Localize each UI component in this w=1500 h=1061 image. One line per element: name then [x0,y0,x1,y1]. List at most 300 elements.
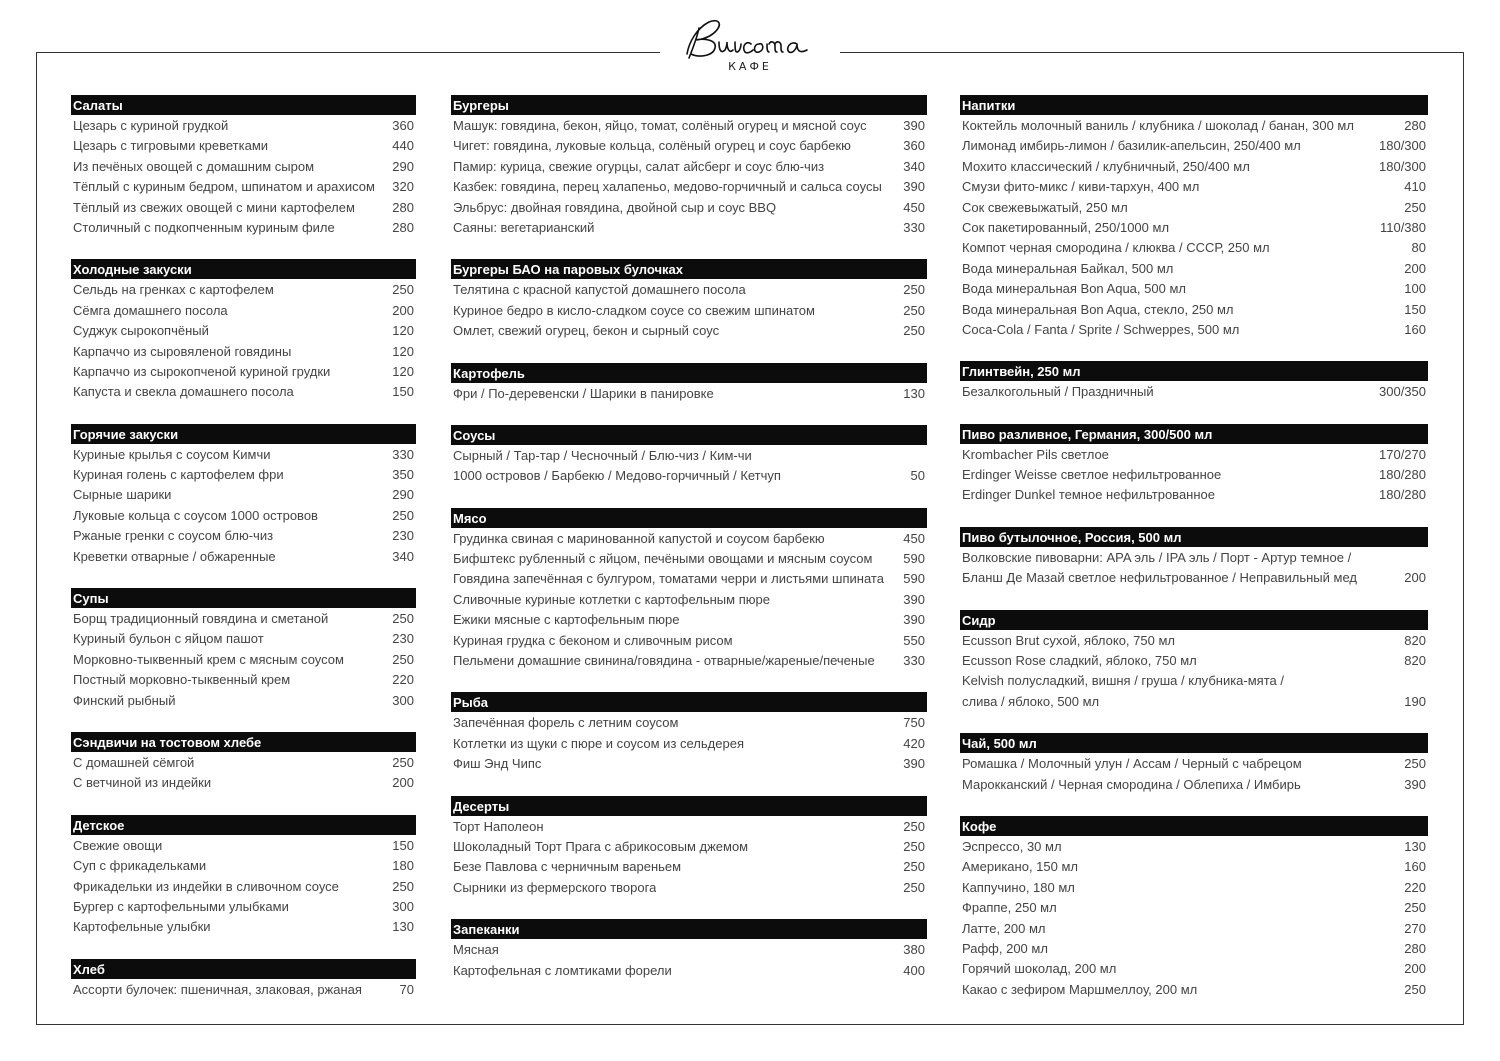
menu-item [71,917,416,937]
menu-item [71,321,416,341]
menu-item-name: Ежики мясные с картофельным пюре [453,612,680,628]
menu-item-name: Котлетки из щуки с пюре и соусом из сельдерея [453,735,744,751]
menu-item-price: 250 [392,282,414,298]
menu-item-name: Памир: курица, свежие огурцы, салат айсберг и соус блю-чиз [453,158,825,174]
menu-item [960,300,1428,320]
menu-item-name: С ветчиной из индейки [73,775,212,791]
menu-item-name: Эльбрус: двойная говядина, двойной сыр и соус BBQ [453,199,777,215]
section-title: Детское [71,815,416,835]
menu-section [960,816,1428,1000]
menu-item-price: 130 [392,919,414,935]
menu-item-price: 120 [392,363,414,379]
menu-item-price: 330 [392,446,414,462]
menu-item-price: 250 [392,611,414,627]
menu-item [451,116,927,136]
menu-item [960,320,1428,340]
menu-item-name: Финский рыбный [73,692,176,708]
menu-item-price: 70 [399,981,414,997]
menu-item-name: Вода минеральная Bon Aqua, стекло, 250 мл [962,301,1234,317]
menu-section [451,508,927,672]
menu-item-price: 160 [1404,321,1426,337]
menu-item-name: Американо, 150 мл [962,859,1078,875]
menu-item-name: Безалкогольный / Праздничный [962,384,1154,400]
menu-item-name: Бланш Де Мазай светлое нефильтрованное / Неправильный мед [962,570,1357,586]
menu-item-name: Сливочные куриные котлетки с картофельным пюре [453,591,770,607]
menu-item-name: Постный морковно-тыквенный крем [73,672,291,688]
menu-item-price: 590 [903,571,925,587]
menu-item-price: 390 [903,756,925,772]
menu-item-price: 390 [903,179,925,195]
menu-item-name: Мясная [453,942,499,958]
menu-item-name: Сок свежевыжатый, 250 мл [962,199,1128,215]
menu-item-price: 200 [1404,260,1426,276]
menu-item [960,465,1428,485]
menu-item [71,506,416,526]
menu-item [451,878,927,898]
menu-item-name: Тёплый с куриным бедром, шпинатом и арахисом [73,179,375,195]
section-title: Соусы [451,425,927,445]
menu-item-price: 350 [392,467,414,483]
menu-item [960,671,1428,691]
menu-item [71,609,416,629]
menu-item [451,218,927,238]
menu-item-name: Бифштекс рубленный с яйцом, печёными овощами и мясным соусом [453,551,873,567]
menu-item-price: 190 [1404,693,1426,709]
menu-item-name: Erdinger Weisse светлое нефильтрованное [962,467,1222,483]
menu-item-price: 250 [392,651,414,667]
menu-item-price: 280 [392,219,414,235]
menu-item [71,526,416,546]
menu-item [71,136,416,156]
menu-item [71,465,416,485]
menu-item-price: 250 [903,859,925,875]
section-title: Десерты [451,796,927,816]
menu-item-name: Ромашка / Молочный улун / Ассам / Черный с чабрецом [962,756,1302,772]
menu-section [451,425,927,487]
menu-item-name: Бургер с картофельными улыбками [73,898,289,914]
menu-item-name: Куриный бульон с яйцом пашот [73,631,264,647]
menu-item [71,362,416,382]
section-title: Бургеры БАО на паровых булочках [451,259,927,279]
menu-item [451,446,927,466]
menu-item [71,547,416,567]
menu-column-drinks [960,95,1428,1021]
menu-item [451,857,927,877]
section-title: Супы [71,588,416,608]
menu-item-price: 250 [392,507,414,523]
menu-item [71,218,416,238]
menu-item-price: 180 [392,858,414,874]
menu-item [71,177,416,197]
menu-item [71,897,416,917]
menu-item-price: 150 [392,384,414,400]
menu-item [71,980,416,1000]
menu-item [960,382,1428,402]
menu-item [960,692,1428,712]
menu-item [960,898,1428,918]
menu-item [451,713,927,733]
menu-column-mains [451,95,927,1002]
menu-item-price: 300/350 [1379,384,1426,400]
menu-item-name: Вода минеральная Байкал, 500 мл [962,260,1174,276]
menu-item [960,878,1428,898]
menu-section [960,733,1428,795]
menu-item-name: С домашней сёмгой [73,754,195,770]
menu-item [71,116,416,136]
menu-section [71,732,416,794]
menu-item-price: 250 [1404,900,1426,916]
menu-item-price: 230 [392,631,414,647]
menu-item [960,548,1428,568]
menu-item-price: 160 [1404,859,1426,875]
menu-item [451,610,927,630]
menu-item [451,651,927,671]
menu-item-name: Суджук сырокопчёный [73,323,209,339]
menu-item-name: Эспрессо, 30 мл [962,838,1062,854]
menu-item-price: 120 [392,323,414,339]
menu-item-name: Морковно-тыквенный крем с мясным соусом [73,651,344,667]
menu-item-name: Куриная грудка с беконом и сливочным рисом [453,632,733,648]
menu-item-name: 1000 островов / Барбекю / Медово-горчичный / Кетчуп [453,468,781,484]
menu-item-name: Говядина запечённая с булгуром, томатами черри и листьями шпината [453,571,884,587]
section-title: Горячие закуски [71,424,416,444]
menu-item-price: 360 [392,118,414,133]
menu-item-price: 590 [903,551,925,567]
menu-item [451,631,927,651]
menu-section [960,527,1428,589]
menu-item-name: Коктейль молочный ваниль / клубника / шоколад / банан, 300 мл [962,118,1354,133]
menu-item [960,651,1428,671]
menu-item-price: 820 [1404,632,1426,648]
section-title: Пиво бутылочное, Россия, 500 мл [960,527,1428,547]
menu-item [960,116,1428,136]
menu-item-name: Картофельные улыбки [73,919,211,935]
menu-item [451,466,927,486]
menu-item [960,631,1428,651]
section-title: Запеканки [451,919,927,939]
menu-item-name: Ecusson Brut сухой, яблоко, 750 мл [962,632,1175,648]
menu-item-price: 220 [1404,879,1426,895]
menu-item [71,485,416,505]
menu-item-name: Чигет: говядина, луковые кольца, солёный огурец и соус барбекю [453,138,851,154]
menu-item-name: Торт Наполеон [453,818,544,834]
menu-item [960,485,1428,505]
menu-item [71,280,416,300]
menu-item-price: 100 [1404,281,1426,297]
menu-item [451,837,927,857]
menu-item-price: 390 [903,591,925,607]
menu-item-name: Мохито классический / клубничный, 250/400 мл [962,158,1250,174]
menu-item [451,198,927,218]
menu-item-price: 180/280 [1379,487,1426,503]
menu-item-price: 390 [903,118,925,133]
menu-item-price: 130 [903,385,925,401]
menu-section [960,361,1428,402]
menu-item [71,670,416,690]
menu-item-price: 440 [392,138,414,154]
menu-item-name: Суп с фрикадельками [73,858,207,874]
menu-item-name: Столичный с подкопченным куриным филе [73,219,335,235]
menu-item-price: 200 [1404,961,1426,977]
menu-item-name: Сок пакетированный, 250/1000 мл [962,219,1170,235]
section-title: Глинтвейн, 250 мл [960,361,1428,381]
menu-section [71,424,416,567]
menu-item-price: 230 [392,528,414,544]
menu-item-price: 250 [1404,756,1426,772]
menu-item-name: Телятина с красной капустой домашнего посола [453,282,746,298]
menu-item-name: Машук: говядина, бекон, яйцо, томат, солёный огурец и мясной соус [453,118,867,133]
menu-item [451,136,927,156]
menu-item-price: 750 [903,715,925,731]
menu-item [960,218,1428,238]
menu-item [960,136,1428,156]
menu-item-name: Грудинка свиная с маринованной капустой и соусом барбекю [453,530,825,546]
menu-item [71,157,416,177]
section-title: Пиво разливное, Германия, 300/500 мл [960,424,1428,444]
menu-item-price: 320 [392,179,414,195]
menu-item-name: Ассорти булочек: пшеничная, злаковая, ржаная [73,981,362,997]
menu-item-price: 360 [903,138,925,154]
menu-item-name: Цезарь с куриной грудкой [73,118,229,133]
menu-section [960,95,1428,340]
menu-item-price: 250 [1404,199,1426,215]
menu-item-name: Тёплый из свежих овощей с мини картофелем [73,199,355,215]
menu-item-name: Фрикадельки из индейки в сливочном соусе [73,878,339,894]
menu-section [451,919,927,981]
menu-item-name: Из печёных овощей с домашним сыром [73,158,315,174]
menu-section [960,610,1428,713]
menu-item-name: Krombacher Pils светлое [962,446,1109,462]
menu-item [451,754,927,774]
menu-item-name: Омлет, свежий огурец, бекон и сырный соус [453,323,720,339]
menu-item-price: 120 [392,343,414,359]
menu-item-price: 250 [903,302,925,318]
section-title: Мясо [451,508,927,528]
menu-item-name: Картофельная с ломтиками форели [453,962,672,978]
section-title: Кофе [960,816,1428,836]
menu-item-price: 180/300 [1379,158,1426,174]
menu-item-name: Карпаччо из сырокопченой куриной грудки [73,363,331,379]
menu-item-name: Сырный / Тар-тар / Чесночный / Блю-чиз / Ким-чи [453,447,752,463]
menu-section [451,796,927,899]
menu-item-price: 130 [1404,838,1426,854]
menu-item-name: Карпаччо из сыровяленой говядины [73,343,292,359]
menu-item-name: Куриные крылья с соусом Кимчи [73,446,271,462]
menu-item-price: 250 [903,323,925,339]
menu-item-name: Креветки отварные / обжаренные [73,548,276,564]
menu-item-price: 180/300 [1379,138,1426,154]
menu-item-price: 250 [392,754,414,770]
menu-item-name: Куриное бедро в кисло-сладком соусе со свежим шпинатом [453,302,815,318]
section-title: Сидр [960,610,1428,630]
menu-item [960,445,1428,465]
logo-subtitle: КАФЕ [728,60,772,73]
menu-section [451,259,927,341]
menu-item-name: Цезарь с тигровыми креветками [73,138,269,154]
menu-item [451,817,927,837]
menu-item-name: Coca-Cola / Fanta / Sprite / Schweppes, 500 мл [962,321,1240,337]
menu-item [71,650,416,670]
menu-item-price: 150 [392,837,414,853]
menu-item-name: Шоколадный Торт Прага с абрикосовым джемом [453,838,749,854]
menu-item-price: 420 [903,735,925,751]
menu-item-name: Борщ традиционный говядина и сметаной [73,611,329,627]
menu-item-price: 330 [903,219,925,235]
menu-item-name: Смузи фито-микс / киви-тархун, 400 мл [962,179,1200,195]
menu-item-name: Пельмени домашние свинина/говядина - отварные/жареные/печеные [453,653,875,669]
menu-item [960,279,1428,299]
menu-item-name: Сырники из фермерского творога [453,879,657,895]
menu-item-price: 250 [903,818,925,834]
menu-item-name: Сырные шарики [73,487,172,503]
cafe-logo [672,14,828,84]
menu-item [71,301,416,321]
menu-item-price: 180/280 [1379,467,1426,483]
menu-item-name: Луковые кольца с соусом 1000 островов [73,507,318,523]
menu-item-name: Erdinger Dunkel темное нефильтрованное [962,487,1215,503]
section-title: Бургеры [451,95,927,115]
menu-item [451,321,927,341]
menu-section [451,95,927,238]
menu-item-price: 390 [903,612,925,628]
menu-item [451,384,927,404]
section-title: Салаты [71,95,416,115]
menu-item [451,940,927,960]
menu-item-price: 300 [392,898,414,914]
section-title: Холодные закуски [71,259,416,279]
menu-item-name: Марокканский / Черная смородина / Облепиха / Имбирь [962,776,1301,792]
menu-item [960,857,1428,877]
menu-item-name: Латте, 200 мл [962,920,1046,936]
menu-item-name: Сельдь на гренках с картофелем [73,282,274,298]
menu-section [451,363,927,404]
menu-item-name: слива / яблоко, 500 мл [962,693,1100,709]
menu-item-price: 280 [1404,118,1426,133]
menu-item-name: Ржаные гренки с соусом блю-чиз [73,528,274,544]
menu-section [71,959,416,1000]
menu-item-price: 200 [392,302,414,318]
menu-item-price: 150 [1404,301,1426,317]
menu-item [451,157,927,177]
menu-item [960,238,1428,258]
menu-item [451,569,927,589]
menu-item [71,629,416,649]
menu-section [71,95,416,238]
menu-item [71,856,416,876]
menu-item-name: Рафф, 200 мл [962,940,1048,956]
menu-item-price: 200 [392,775,414,791]
menu-item [451,177,927,197]
section-title: Рыба [451,692,927,712]
menu-item-price: 250 [903,838,925,854]
section-title: Картофель [451,363,927,383]
section-title: Чай, 500 мл [960,733,1428,753]
menu-item-name: Лимонад имбирь-лимон / базилик-апельсин, 250/400 мл [962,138,1301,154]
menu-section [451,692,927,774]
menu-item [71,445,416,465]
menu-item-name: Компот черная смородина / клюква / СССР, 250 мл [962,240,1270,256]
menu-item-price: 250 [392,878,414,894]
menu-section [71,815,416,938]
menu-item [960,177,1428,197]
section-title: Напитки [960,95,1428,115]
menu-item-price: 280 [392,199,414,215]
menu-item [960,919,1428,939]
menu-item [960,959,1428,979]
menu-item [960,775,1428,795]
menu-item-price: 50 [910,468,925,484]
menu-item [71,773,416,793]
menu-item-name: Сёмга домашнего посола [73,302,228,318]
menu-item-name: Капуста и свекла домашнего посола [73,384,294,400]
menu-item-price: 340 [903,158,925,174]
menu-item-price: 550 [903,632,925,648]
menu-item-price: 250 [903,879,925,895]
menu-item [451,549,927,569]
menu-item-price: 450 [903,530,925,546]
menu-item-price: 250 [1404,981,1426,997]
menu-item [71,753,416,773]
menu-item-price: 280 [1404,940,1426,956]
menu-item [960,980,1428,1000]
logo-script-icon [675,14,825,64]
menu-section [71,259,416,402]
menu-item-name: Каппучино, 180 мл [962,879,1075,895]
menu-item [451,734,927,754]
menu-item-price: 250 [903,282,925,298]
menu-item-price: 380 [903,942,925,958]
menu-item [960,939,1428,959]
menu-item-name: Свежие овощи [73,837,163,853]
menu-item-name: Запечённая форель с летним соусом [453,715,679,731]
menu-item [71,342,416,362]
menu-item [71,198,416,218]
menu-item-name: Ecusson Rose сладкий, яблоко, 750 мл [962,653,1197,669]
menu-item-name: Безе Павлова с черничным вареньем [453,859,682,875]
menu-item-price: 80 [1411,240,1426,256]
menu-item [960,157,1428,177]
menu-item-price: 400 [903,962,925,978]
menu-item-price: 410 [1404,179,1426,195]
menu-item [451,961,927,981]
menu-item-name: Kelvish полусладкий, вишня / груша / клубника-мята / [962,673,1284,689]
menu-item-price: 820 [1404,653,1426,669]
menu-section [960,424,1428,506]
menu-item [451,280,927,300]
menu-item [451,529,927,549]
menu-item [71,691,416,711]
menu-item [960,198,1428,218]
menu-item [71,382,416,402]
menu-item-name: Куриная голень с картофелем фри [73,467,284,483]
menu-item-price: 300 [392,692,414,708]
menu-item [960,754,1428,774]
menu-item-price: 110/380 [1379,219,1426,235]
menu-item-name: Вода минеральная Bon Aqua, 500 мл [962,281,1186,297]
section-title: Хлеб [71,959,416,979]
menu-column-food [71,95,416,1021]
menu-item-name: Какао с зефиром Маршмеллоу, 200 мл [962,981,1198,997]
menu-item-price: 290 [392,158,414,174]
menu-item-price: 220 [392,672,414,688]
menu-item-price: 390 [1404,776,1426,792]
menu-item [71,877,416,897]
menu-item [451,301,927,321]
menu-item-name: Фиш Энд Чипс [453,756,542,772]
menu-item-price: 170/270 [1379,446,1426,462]
menu-item-name: Волковские пивоварни: APA эль / IPA эль / Порт - Артур темное / [962,549,1352,565]
menu-item [960,837,1428,857]
